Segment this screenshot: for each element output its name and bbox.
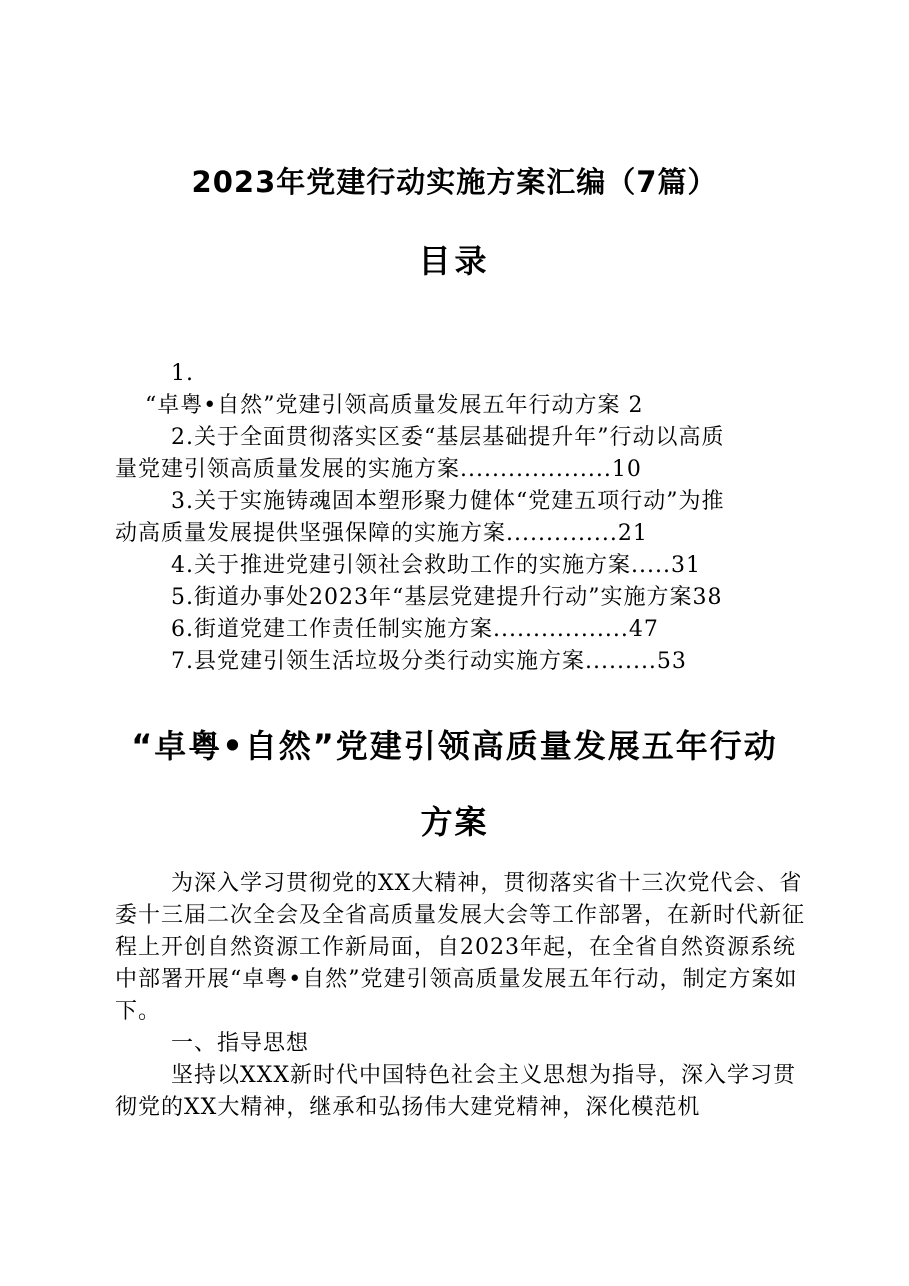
toc-entry-text-continued: 动高质量发展提供坚强保障的实施方案..............21 xyxy=(115,521,648,546)
subsection-heading: 一、指导思想 xyxy=(171,1031,310,1056)
table-of-contents xyxy=(115,358,805,678)
section-body xyxy=(115,868,805,1124)
toc-entry-3[interactable] xyxy=(115,486,805,550)
body-paragraph: 坚持以XXX新时代中国特色社会主义思想为指导，深入学习贯彻党的XX大精神，继承和弘扬伟大建党精神，深化模范机 xyxy=(115,1063,796,1120)
toc-entry-6[interactable] xyxy=(115,614,805,646)
toc-entry-1[interactable] xyxy=(115,358,805,422)
toc-entry-4[interactable] xyxy=(115,550,805,582)
toc-heading: 目录 xyxy=(418,242,491,280)
toc-entry-number: 1. xyxy=(171,361,194,386)
toc-entry-text: “卓粤•自然”党建引领高质量发展五年行动方案 2 xyxy=(145,393,644,418)
toc-entry-text: 6.街道党建工作责任制实施方案.................47 xyxy=(171,617,659,642)
body-paragraph: 为深入学习贯彻党的XX大精神，贯彻落实省十三次党代会、省委十三届二次全会及全省高质量发展大会等工作部署，在新时代新征程上开创自然资源工作新局面，自2023年起，在全省自然资源系统中部署开展“卓粤•自然”党建引领高质量发展五年行动，制定方案如下。 xyxy=(115,871,806,1024)
section-title-line-1: “卓粤•自然”党建引领高质量发展五年行动 xyxy=(131,727,778,765)
toc-entry-7[interactable] xyxy=(115,646,805,678)
toc-entry-2[interactable] xyxy=(115,422,805,486)
toc-entry-text-continued: 量党建引领高质量发展的实施方案...................10 xyxy=(115,457,642,482)
section-title-line-2: 方案 xyxy=(420,803,489,841)
toc-entry-text: 4.关于推进党建引领社会救助工作的实施方案.....31 xyxy=(171,553,701,578)
document-title: 2023年党建行动实施方案汇编（7篇） xyxy=(191,165,718,199)
toc-entry-text: 3.关于实施铸魂固本塑形聚力健体“党建五项行动”为推 xyxy=(171,489,725,514)
section-title xyxy=(0,708,909,860)
toc-entry-5[interactable] xyxy=(115,582,805,614)
toc-entry-text: 5.街道办事处2023年“基层党建提升行动”实施方案38 xyxy=(171,585,723,610)
toc-entry-text: 7.县党建引领生活垃圾分类行动实施方案.........53 xyxy=(171,649,687,674)
toc-entry-text: 2.关于全面贯彻落实区委“基层基础提升年”行动以高质 xyxy=(171,425,725,450)
